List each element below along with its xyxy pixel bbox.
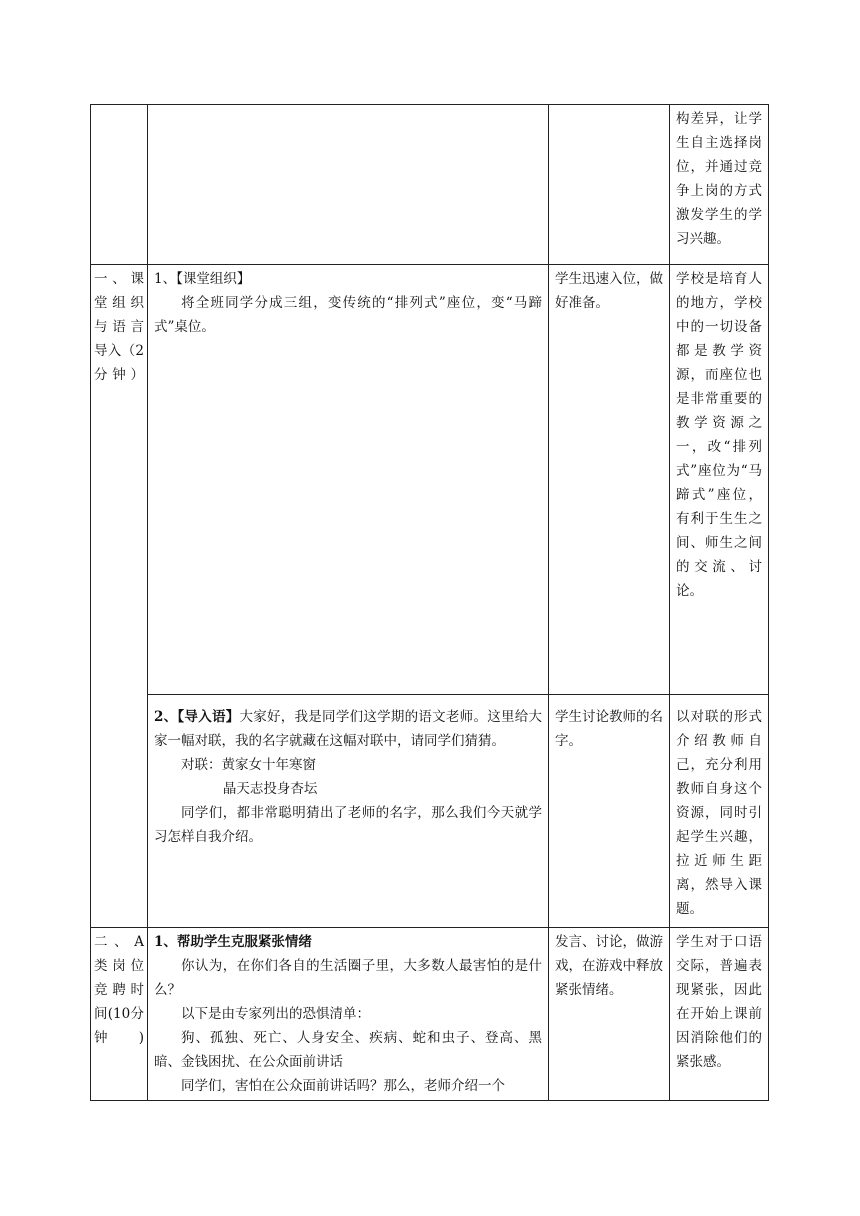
design-intent-cell bbox=[670, 695, 769, 928]
student-activity-cell bbox=[549, 695, 670, 928]
section-heading: 1、【课堂组织】 bbox=[154, 271, 251, 287]
stage-cell bbox=[91, 265, 148, 928]
couplet-text-1: 黄家女十年寒窗 bbox=[221, 757, 316, 773]
couplet-label: 对联： bbox=[181, 757, 222, 773]
student-cell-empty bbox=[549, 105, 670, 265]
student-activity-text: 学生迅速入位，做好准备。 bbox=[555, 271, 663, 311]
stage-label: 二、A类岗位竞聘时间(10分钟) bbox=[94, 934, 144, 1046]
section-question: 你认为，在你们各自的生活圈子里，大多数人最害怕的是什么？ bbox=[154, 958, 542, 998]
content-cell bbox=[148, 928, 549, 1101]
table-row bbox=[91, 928, 769, 1101]
design-intent-text: 以对联的形式介绍教师自己，充分利用教师自身这个资源，同时引起学生兴趣，拉近师生距离，然导入课题。 bbox=[676, 709, 762, 917]
design-intent-text: 学生对于口语交际，普遍表现紧张，因此在开始上课前因消除他们的紧张感。 bbox=[676, 934, 762, 1070]
list-intro: 以下是由专家列出的恐惧清单： bbox=[181, 1006, 370, 1022]
section-paragraph bbox=[154, 705, 542, 753]
section-tail: 同学们，害怕在公众面前讲话吗？那么，老师介绍一个 bbox=[181, 1078, 505, 1094]
section-heading: 2、【导入语】 bbox=[154, 709, 240, 725]
design-intent-text: 学校是培育人的地方，学校中的一切设备都是教学资源，而座位也是非常重要的教学资源之一，改“排列式”座位为“马蹄式”座位，有利于生生之间、师生之间的交流、讨论。 bbox=[676, 271, 762, 599]
content-cell bbox=[148, 695, 549, 928]
student-activity-cell bbox=[549, 265, 670, 695]
table-row bbox=[91, 105, 769, 265]
couplet-line-1 bbox=[154, 753, 542, 777]
table-row bbox=[91, 695, 769, 928]
design-intent-cell bbox=[670, 265, 769, 695]
design-intent-cell bbox=[670, 928, 769, 1101]
stage-cell-empty bbox=[91, 105, 148, 265]
lesson-plan-table bbox=[90, 104, 769, 1101]
section-conclusion: 同学们，都非常聪明猜出了老师的名字，那么我们今天就学习怎样自我介绍。 bbox=[154, 805, 542, 845]
student-activity-cell bbox=[549, 928, 670, 1101]
stage-cell bbox=[91, 928, 148, 1101]
table-row bbox=[91, 265, 769, 695]
fear-list: 狗、孤独、死亡、人身安全、疾病、蛇和虫子、登高、黑暗、金钱困扰、在公众面前讲话 bbox=[154, 1030, 542, 1070]
design-intent-text: 构差异，让学生自主选择岗位，并通过竞争上岗的方式激发学生的学习兴趣。 bbox=[676, 111, 762, 247]
content-cell-empty bbox=[148, 105, 549, 265]
stage-label: 一、课堂组织与语言导入（2分钟） bbox=[94, 271, 144, 383]
section-text: 将全班同学分成三组，变传统的“排列式”座位，变“马蹄式”桌位。 bbox=[154, 295, 542, 335]
section-heading: 1、帮助学生克服紧张情绪 bbox=[154, 934, 312, 950]
student-activity-text: 发言、讨论，做游戏，在游戏中释放紧张情绪。 bbox=[555, 934, 663, 998]
section-text: 大家好，我是同学们这学期的语文老师。这里给大家一幅对联，我的名字就藏在这幅对联中，请同学们猜猜。 bbox=[154, 709, 542, 749]
design-intent-cell bbox=[670, 105, 769, 265]
content-cell bbox=[148, 265, 549, 695]
couplet-line-2: 晶天志投身杏坛 bbox=[222, 781, 318, 797]
student-activity-text: 学生讨论教师的名字。 bbox=[555, 709, 663, 749]
